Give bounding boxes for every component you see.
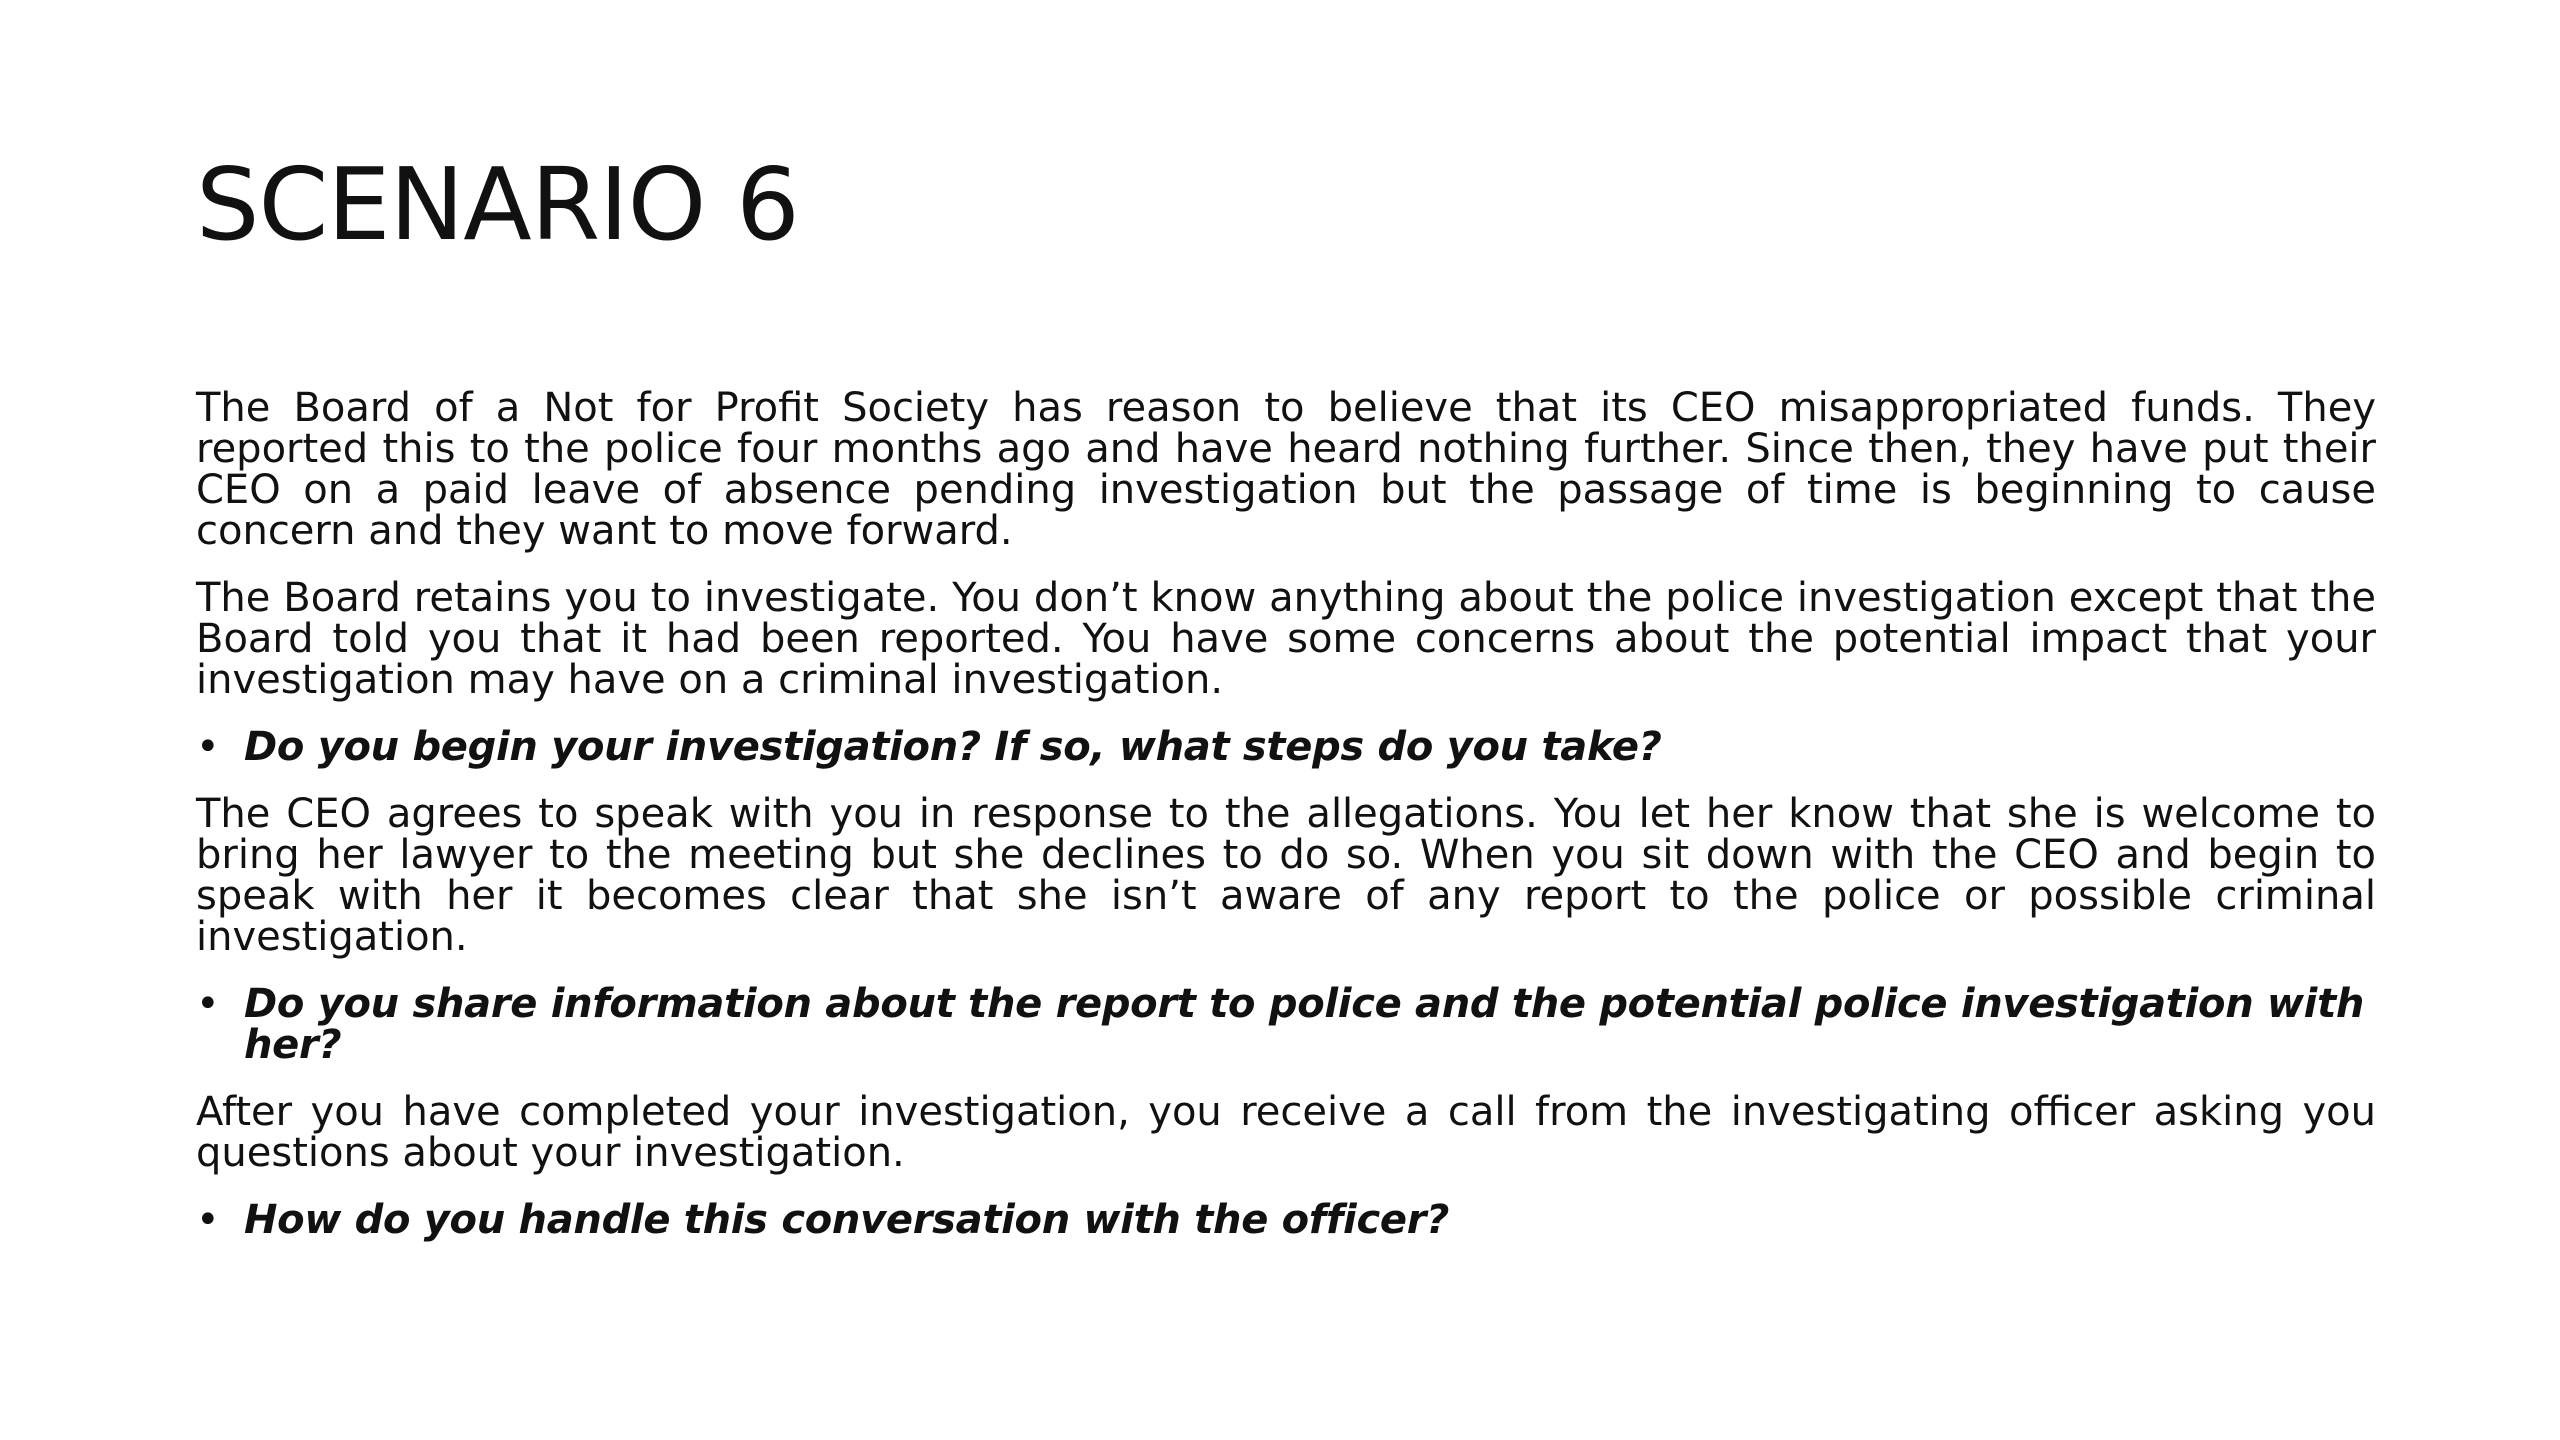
slide-body	[196, 385, 2376, 1267]
question-2-text: Do you share information about the report to police and the potential police investigation with her?	[244, 981, 2365, 1068]
question-2	[196, 981, 2376, 1068]
slide-title: SCENARIO 6	[196, 146, 799, 263]
question-3-text: How do you handle this conversation with the officer?	[244, 1197, 1450, 1243]
paragraph-3: The CEO agrees to speak with you in response to the allegations. You let her know that she is welcome to bring her lawyer to the meeting but she declines to do so. When you sit down with the CEO and begin to speak with her it becomes clear that she isn’t aware of any report to the police or possible criminal investigation.	[196, 791, 2376, 960]
paragraph-4: After you have completed your investigation, you receive a call from the investigating officer asking you questions about your investigation.	[196, 1089, 2376, 1176]
bullet-icon: •	[196, 981, 220, 1027]
bullet-icon: •	[196, 1197, 220, 1243]
paragraph-2: The Board retains you to investigate. You don’t know anything about the police investigation except that the Board told you that it had been reported. You have some concerns about the potential impact that your investigation may have on a criminal investigation.	[196, 575, 2376, 703]
paragraph-1: The Board of a Not for Profit Society has reason to believe that its CEO misappropriated funds. They reported this to the police four months ago and have heard nothing further. Since then, they have put their CEO on a paid leave of absence pending investigation but the passage of time is beginning to cause concern and they want to move forward.	[196, 385, 2376, 554]
question-1	[196, 724, 2376, 770]
question-1-text: Do you begin your investigation? If so, what steps do you take?	[244, 724, 1662, 770]
question-3	[196, 1197, 2376, 1243]
bullet-icon: •	[196, 724, 220, 770]
